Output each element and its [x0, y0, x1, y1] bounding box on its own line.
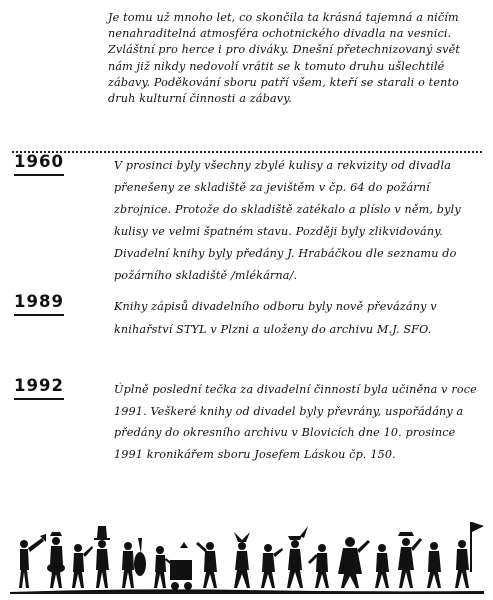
section-text	[14, 295, 482, 341]
year-heading: 1989	[14, 292, 64, 311]
section-1992-text: Úplně poslední tečka za divadelní činností byla učiněna v roce 1991. Veškeré knihy od divadel byly převrány, uspořádány a předány do okresního archivu v Blovicích dne 10. prosince 1991 kronikářem sboru Josefem Láskou čp. 150.	[114, 383, 477, 461]
year-heading: 1960	[14, 152, 64, 171]
year-underline	[14, 314, 64, 316]
section-text	[14, 379, 482, 465]
section-1960	[14, 152, 484, 292]
section-text	[14, 155, 482, 287]
section-1992	[14, 376, 484, 490]
year-heading: 1992	[14, 376, 64, 395]
intro-text: Je tomu už mnoho let, co skončila ta krásná tajemná a ničím nenahraditelná atmosféra ochotnického divadla na vesnici. Zvláštní pro herce i pro diváky. Dnešní přetechnizovaný svět nám již nikdy nedovolí vrátit se k tomuto druhu ušlechtilé zábavy. Poděkování sboru patří všem, kteří se starali o tento druh kulturní činnosti a zábavy.	[108, 11, 460, 106]
year-underline	[14, 398, 64, 400]
intro-paragraph	[14, 10, 482, 107]
year-underline	[14, 174, 64, 176]
theatre-parade-silhouette	[10, 508, 484, 594]
section-1960-text: V prosinci byly všechny zbylé kulisy a rekvizity od divadla přenešeny ze skladiště za jevištěm v čp. 64 do požární zbrojnice. Protože do skladiště zatékalo a plíslo v něm, byly kulisy ve velmi špatném stavu. Později byly zlikvidovány. Divadelní knihy byly předány J. Hrabáčkou dle seznamu do požárního skladiště /mlékárna/.	[114, 159, 461, 282]
section-1989-text: Knihy zápisů divadelního odboru byly nově převázány v knihařství STYL v Plzni a uloženy do archivu M.J. SFO.	[114, 300, 437, 336]
section-1989	[14, 292, 484, 370]
